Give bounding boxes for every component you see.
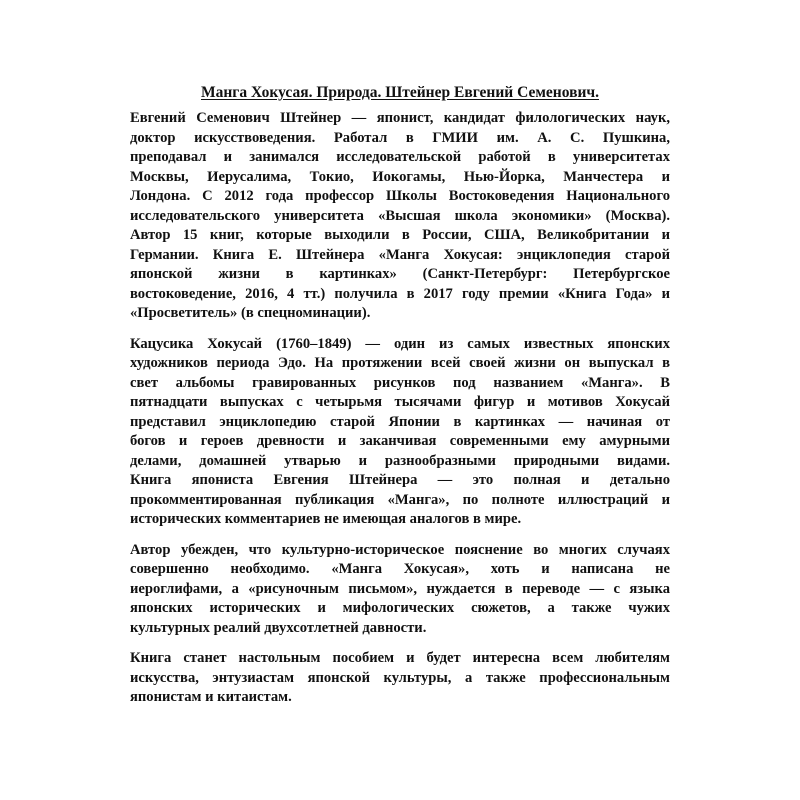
text-line: Евгений Семенович Штейнер — японист, кандидат филологических наук,	[130, 110, 670, 126]
text-line: богов и героев древности и заканчивая современными ему амурными	[130, 433, 670, 449]
text-line: Книга станет настольным пособием и будет интересна всем любителям	[130, 650, 670, 666]
text-line: преподавал и занимался исследовательской работой в университетах	[130, 149, 670, 165]
text-line: востоковедение, 2016, 4 тт.) получила в 2017 году премии «Книга Года» и	[130, 285, 670, 302]
text-line: искусства, энтузиастам японской культуры, а также профессиональным	[130, 669, 670, 686]
text-line: японских исторических и мифологических сюжетов, а также чужих	[130, 600, 670, 616]
text-line: исторических комментариев не имеющая аналогов в мире.	[130, 511, 522, 527]
text-line: японистам и китаистам.	[130, 689, 292, 705]
text-line: прокомментированная публикация «Манга», по полноте иллюстраций и	[130, 491, 670, 508]
text-line: Москвы, Иерусалима, Токио, Иокогамы, Нью-Йорка, Манчестера и	[130, 168, 670, 185]
document-page	[130, 83, 670, 719]
text-line: доктор искусствоведения. Работал в ГМИИ им. А. С. Пушкина,	[130, 129, 670, 146]
text-line: японской жизни в картинках» (Санкт-Петербург: Петербургское	[130, 266, 670, 282]
document-title: Манга Хокусая. Природа. Штейнер Евгений Семенович.	[200, 84, 599, 101]
text-line: иероглифами, а «рисуночным письмом», нуждается в переводе — с языка	[130, 580, 670, 597]
text-line: Кацусика Хокусай (1760–1849) — один из самых известных японских	[130, 335, 670, 352]
text-line: пятнадцати выпусках с четырьмя тысячами фигур и мотивов Хокусай	[130, 394, 670, 410]
text-line: Лондона. С 2012 года профессор Школы Востоковедения Национального	[130, 188, 670, 204]
text-line: культурных реалий двухсотлетней давности.	[130, 619, 427, 636]
text-line: исследовательского университета «Высшая школа экономики» (Москва).	[130, 207, 670, 224]
text-line: Автор 15 книг, которые выходили в России, США, Великобритании и	[130, 227, 670, 243]
text-line: Германии. Книга Е. Штейнера «Манга Хокусая: энциклопедия старой	[130, 246, 670, 263]
paragraph-author-bio	[130, 109, 670, 324]
text-line: свет альбомы гравированных рисунков под названием «Манга». В	[130, 374, 670, 391]
text-line: совершенно необходимо. «Манга Хокусая», хоть и написана не	[130, 561, 670, 577]
text-line: художников периода Эдо. На протяжении всей своей жизни он выпускал в	[130, 355, 670, 371]
paragraph-hokusai	[130, 335, 670, 530]
text-line: делами, домашней утварью и разнообразными природными видами.	[130, 452, 670, 469]
paragraph-author-view	[130, 541, 670, 639]
paragraph-audience	[130, 649, 670, 708]
text-line: представил энциклопедию старой Японии в картинках — начиная от	[130, 413, 670, 430]
text-line: Книга япониста Евгения Штейнера — это полная и детально	[130, 472, 670, 488]
text-line: Автор убежден, что культурно-историческое пояснение во многих случаях	[130, 541, 670, 558]
text-line: «Просветитель» (в спецноминации).	[130, 305, 371, 321]
